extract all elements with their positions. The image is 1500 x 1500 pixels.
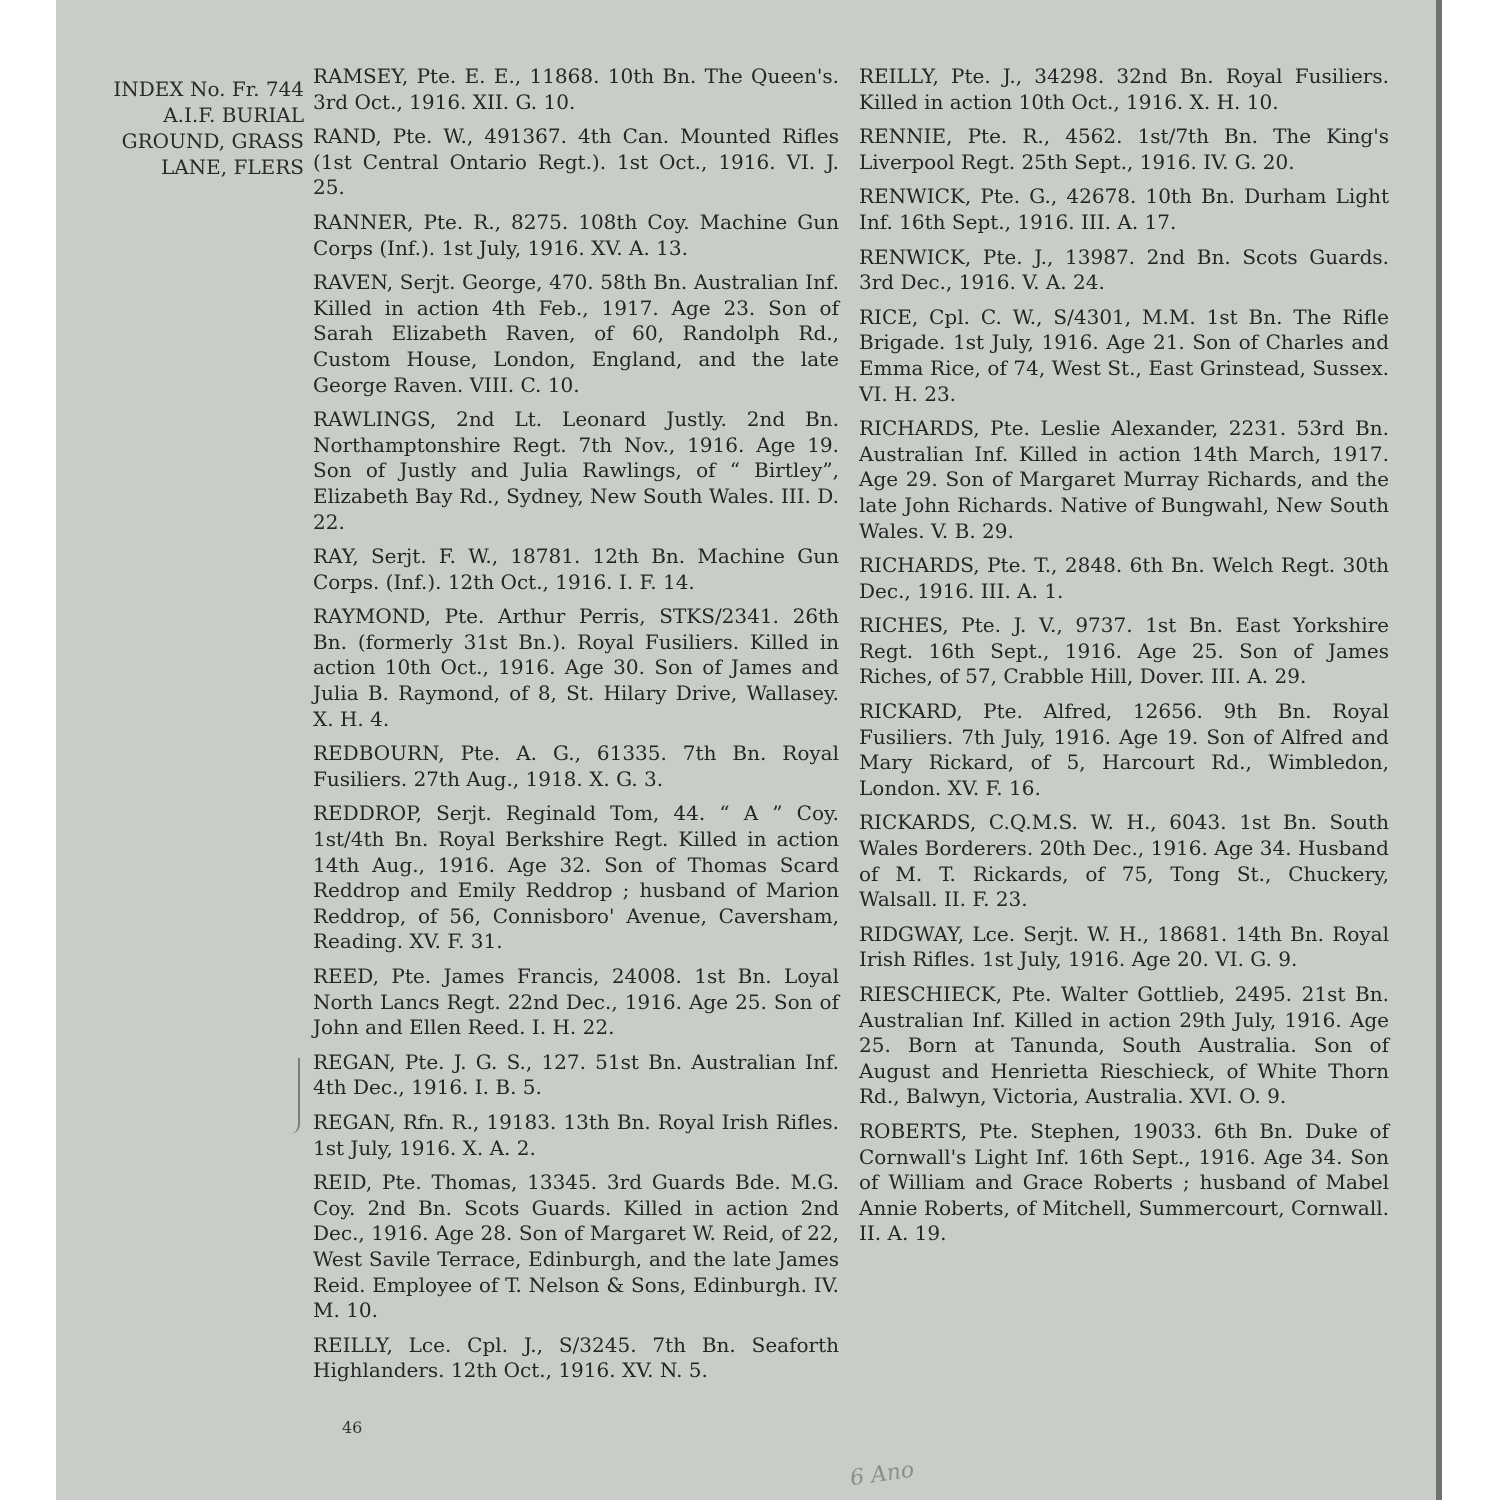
register-entry: RAYMOND, Pte. Arthur Perris, STKS/2341. 26th Bn. (formerly 31st Bn.). Royal Fusiliers. Killed in action 10th Oct., 1916. Age 30. Son of James and Julia B. Raymond, of 8, St. Hilary Drive, Wallasey. X. H. 4. bbox=[313, 604, 839, 731]
register-entry: RAND, Pte. W., 491367. 4th Can. Mounted Rifles (1st Central Ontario Regt.). 1st Oct., 1916. VI. J. 25. bbox=[313, 124, 839, 200]
register-entry: RICKARDS, C.Q.M.S. W. H., 6043. 1st Bn. South Wales Borderers. 20th Dec., 1916. Age 34. Husband of M. T. Rickards, of 75, Tong St., Chuckery, Walsall. II. F. 23. bbox=[859, 810, 1389, 912]
heading-line: GROUND, GRASS bbox=[121, 129, 304, 153]
register-entry: RIDGWAY, Lce. Serjt. W. H., 18681. 14th Bn. Royal Irish Rifles. 1st July, 1916. Age 20. VI. G. 9. bbox=[859, 921, 1389, 972]
register-entry: RENWICK, Pte. J., 13987. 2nd Bn. Scots Guards. 3rd Dec., 1916. V. A. 24. bbox=[859, 244, 1389, 295]
register-entry: ROBERTS, Pte. Stephen, 19033. 6th Bn. Duke of Cornwall's Light Inf. 16th Sept., 1916. Age 34. Son of William and Grace Roberts ; husband of Mabel Annie Roberts, of Mitchell, Summercourt, Cornwall. II. A. 19. bbox=[859, 1118, 1389, 1246]
register-entry: REILLY, Lce. Cpl. J., S/3245. 7th Bn. Seaforth Highlanders. 12th Oct., 1916. XV. N. 5. bbox=[313, 1332, 839, 1383]
pencil-annotation: 6 Ano bbox=[848, 1457, 916, 1492]
register-entry: RICHARDS, Pte. Leslie Alexander, 2231. 53rd Bn. Australian Inf. Killed in action 14th March, 1917. Age 29. Son of Margaret Murray Richards, and the late John Richards. Native of Bungwahl, New South Wales. V. B. 29. bbox=[859, 416, 1389, 543]
heading-line: INDEX No. Fr. 744 bbox=[113, 77, 304, 101]
register-entry: REILLY, Pte. J., 34298. 32nd Bn. Royal Fusiliers. Killed in action 10th Oct., 1916. X. H. 10. bbox=[859, 64, 1389, 114]
register-entry: REGAN, Rfn. R., 19183. 13th Bn. Royal Irish Rifles. 1st July, 1916. X. A. 2. bbox=[313, 1109, 839, 1160]
register-entry: RAVEN, Serjt. George, 470. 58th Bn. Australian Inf. Killed in action 4th Feb., 1917. Age 23. Son of Sarah Elizabeth Raven, of 60, Randolph Rd., Custom House, London, England, and the late George Raven. VIII. C. 10. bbox=[313, 270, 839, 397]
register-entry: RICKARD, Pte. Alfred, 12656. 9th Bn. Royal Fusiliers. 7th July, 1916. Age 19. Son of Alfred and Mary Rickard, of 5, Harcourt Rd., Wimbledon, London. XV. F. 16. bbox=[859, 699, 1389, 800]
register-entry: RANNER, Pte. R., 8275. 108th Coy. Machine Gun Corps (Inf.). 1st July, 1916. XV. A. 13. bbox=[313, 209, 839, 260]
register-entry: RAY, Serjt. F. W., 18781. 12th Bn. Machine Gun Corps. (Inf.). 12th Oct., 1916. I. F. 14. bbox=[313, 544, 839, 594]
heading-line: A.I.F. BURIAL bbox=[163, 103, 304, 127]
cemetery-index-heading bbox=[64, 76, 304, 180]
register-entry: REGAN, Pte. J. G. S., 127. 51st Bn. Australian Inf. 4th Dec., 1916. I. B. 5. bbox=[313, 1049, 839, 1100]
register-entry: RICHES, Pte. J. V., 9737. 1st Bn. East Yorkshire Regt. 16th Sept., 1916. Age 25. Son of James Riches, of 57, Crabble Hill, Dover. III. A. 29. bbox=[859, 613, 1389, 689]
register-entry: RICHARDS, Pte. T., 2848. 6th Bn. Welch Regt. 30th Dec., 1916. III. A. 1. bbox=[859, 553, 1389, 603]
page-edge bbox=[1436, 0, 1442, 1500]
page-number: 46 bbox=[342, 1418, 363, 1437]
right-column bbox=[859, 64, 1389, 1256]
register-entry: REID, Pte. Thomas, 13345. 3rd Guards Bde. M.G. Coy. 2nd Bn. Scots Guards. Killed in action 2nd Dec., 1916. Age 28. Son of Margaret W. Reid, of 22, West Savile Terrace, Edinburgh, and the late James Reid. Employee of T. Nelson & Sons, Edinburgh. IV. M. 10. bbox=[313, 1170, 839, 1323]
pencil-margin-mark bbox=[284, 1058, 300, 1134]
register-entry: REED, Pte. James Francis, 24008. 1st Bn. Loyal North Lancs Regt. 22nd Dec., 1916. Age 25. Son of John and Ellen Reed. I. H. 22. bbox=[313, 964, 839, 1040]
register-entry: RENWICK, Pte. G., 42678. 10th Bn. Durham Light Inf. 16th Sept., 1916. III. A. 17. bbox=[859, 184, 1389, 234]
register-entry: RIESCHIECK, Pte. Walter Gottlieb, 2495. 21st Bn. Australian Inf. Killed in action 29th July, 1916. Age 25. Born at Tanunda, South Australia. Son of August and Henrietta Rieschieck, of White Thorn Rd., Balwyn, Victoria, Australia. XVI. O. 9. bbox=[859, 982, 1389, 1109]
register-entry: RENNIE, Pte. R., 4562. 1st/7th Bn. The King's Liverpool Regt. 25th Sept., 1916. IV. G. 20. bbox=[859, 124, 1389, 174]
left-column bbox=[313, 64, 839, 1393]
register-entry: REDBOURN, Pte. A. G., 61335. 7th Bn. Royal Fusiliers. 27th Aug., 1918. X. G. 3. bbox=[313, 741, 839, 791]
register-entry: RICE, Cpl. C. W., S/4301, M.M. 1st Bn. The Rifle Brigade. 1st July, 1916. Age 21. Son of Charles and Emma Rice, of 74, West St., East Grinstead, Sussex. VI. H. 23. bbox=[859, 304, 1389, 406]
register-entry: REDDROP, Serjt. Reginald Tom, 44. “ A ” Coy. 1st/4th Bn. Royal Berkshire Regt. Killed in action 14th Aug., 1916. Age 32. Son of Thomas Scard Reddrop and Emily Reddrop ; husband of Marion Reddrop, of 56, Connisboro' Avenue, Caversham, Reading. XV. F. 31. bbox=[313, 801, 839, 954]
register-entry: RAMSEY, Pte. E. E., 11868. 10th Bn. The Queen's. 3rd Oct., 1916. XII. G. 10. bbox=[313, 64, 839, 114]
heading-line: LANE, FLERS bbox=[160, 155, 304, 179]
register-entry: RAWLINGS, 2nd Lt. Leonard Justly. 2nd Bn. Northamptonshire Regt. 7th Nov., 1916. Age 19. Son of Justly and Julia Rawlings, of “ Birtley”, Elizabeth Bay Rd., Sydney, New South Wales. III. D. 22. bbox=[313, 407, 839, 534]
